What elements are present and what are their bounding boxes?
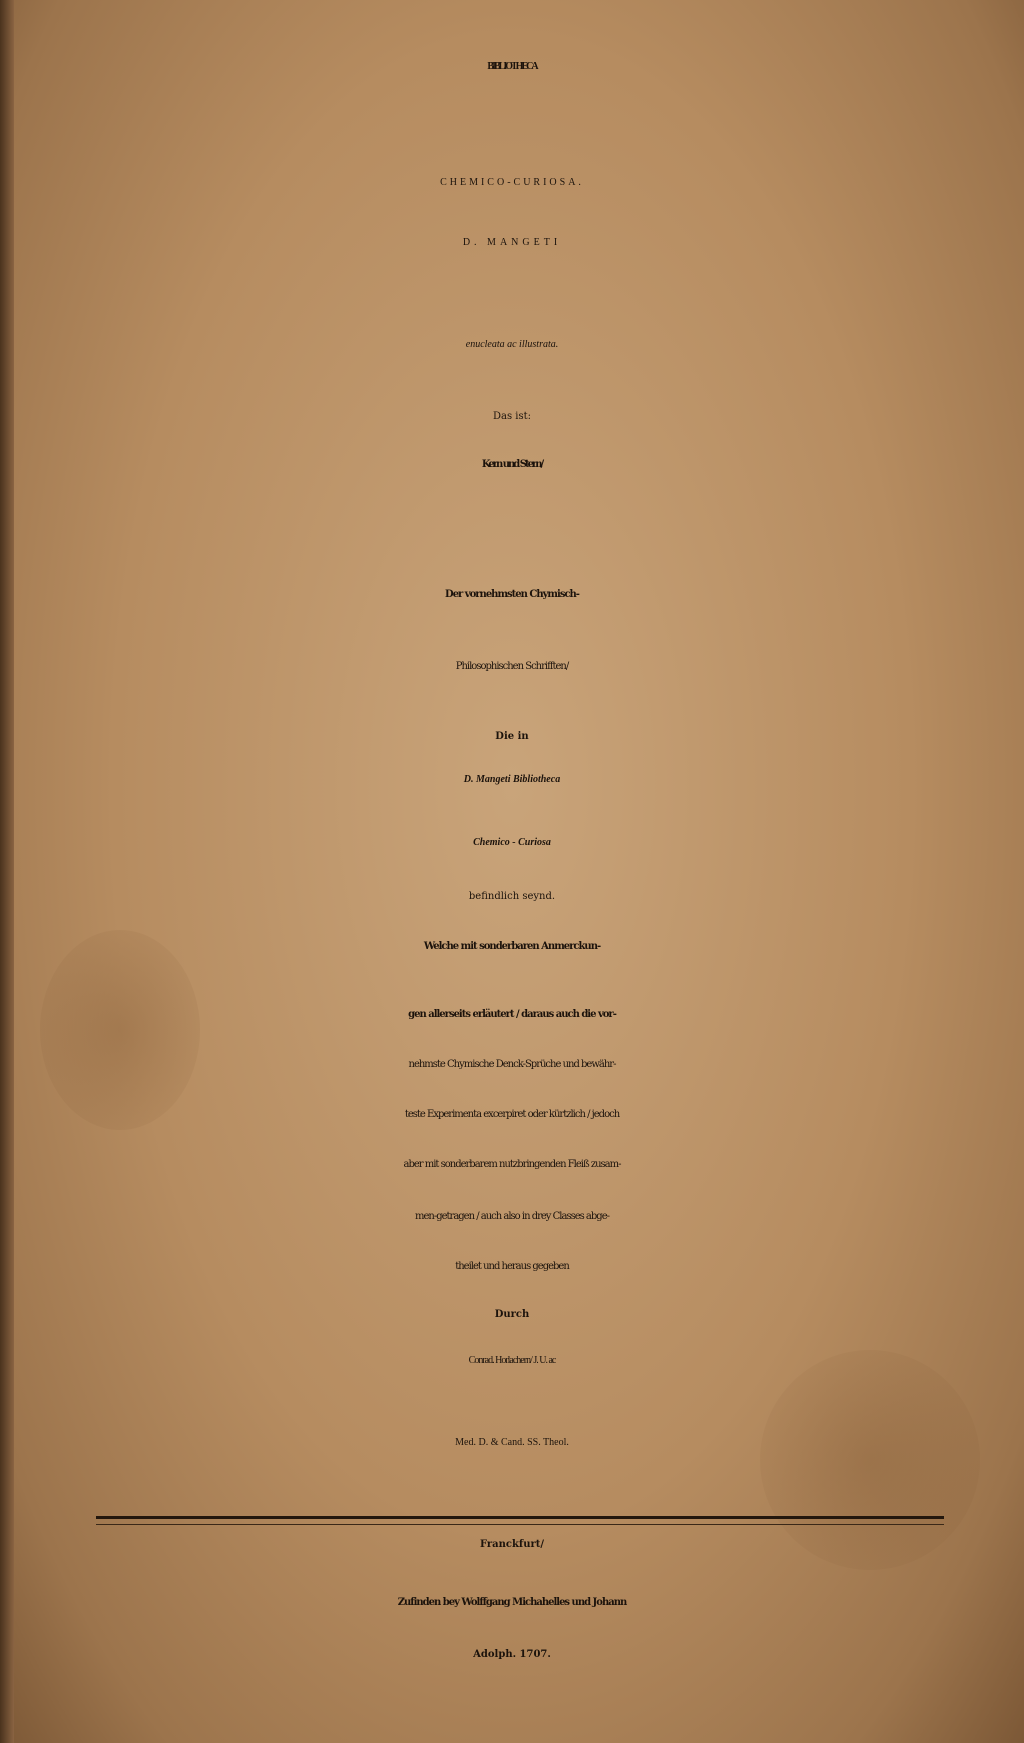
- german-title: Kern und Stern/: [481, 459, 543, 470]
- befindlich: befindlich seynd.: [468, 891, 556, 902]
- description-line: Welche mit sonderbaren Anmerckun-: [423, 941, 601, 952]
- divider-rule: [96, 1516, 944, 1519]
- editor-name: Conrad. Horlachern/ J. U. ac: [468, 1355, 556, 1366]
- subtitle: CHEMICO-CURIOSA.: [440, 177, 584, 188]
- das-ist: Das ist:: [492, 411, 531, 422]
- description-line: men-getragen / auch also in drey Classes abge-: [414, 1211, 609, 1222]
- description-line: teste Experimenta excerpiret oder kürtzlich / jedoch: [404, 1109, 620, 1120]
- paper-stain: [40, 930, 200, 1130]
- die-in: Die in: [495, 731, 529, 742]
- description-line: nehmste Chymische Denck-Sprüche und bewähr-: [408, 1059, 616, 1070]
- book-spine-edge: [0, 0, 14, 1743]
- editor-degrees: Med. D. & Cand. SS. Theol.: [455, 1437, 569, 1448]
- description-line: aber mit sonderbarem nutzbringenden Fleiß zusam-: [403, 1159, 621, 1170]
- imprint-year: Adolph. 1707.: [473, 1649, 551, 1660]
- source-subtitle: Chemico - Curiosa: [473, 837, 551, 848]
- imprint-place: Franckfurt/: [479, 1539, 545, 1550]
- description-line: theilet und heraus gegeben: [455, 1261, 569, 1272]
- latin-phrase: enucleata ac illustrata.: [465, 339, 559, 350]
- source-title: D. Mangeti Bibliotheca: [463, 774, 561, 785]
- subtitle-line-1: Der vornehmsten Chymisch-: [445, 589, 579, 600]
- durch: Durch: [494, 1309, 530, 1320]
- divider-rule: [96, 1524, 944, 1525]
- description-line: gen allerseits erläutert / daraus auch die vor-: [408, 1009, 616, 1020]
- paper-stain: [760, 1350, 980, 1570]
- author-name: D. MANGETI: [462, 237, 562, 248]
- subtitle-line-2: Philosophischen Schrifften/: [455, 661, 569, 672]
- imprint-publishers: Zufinden bey Wolffgang Michahelles und Johann: [397, 1597, 627, 1608]
- title: BIBLIOTHECA: [487, 61, 537, 72]
